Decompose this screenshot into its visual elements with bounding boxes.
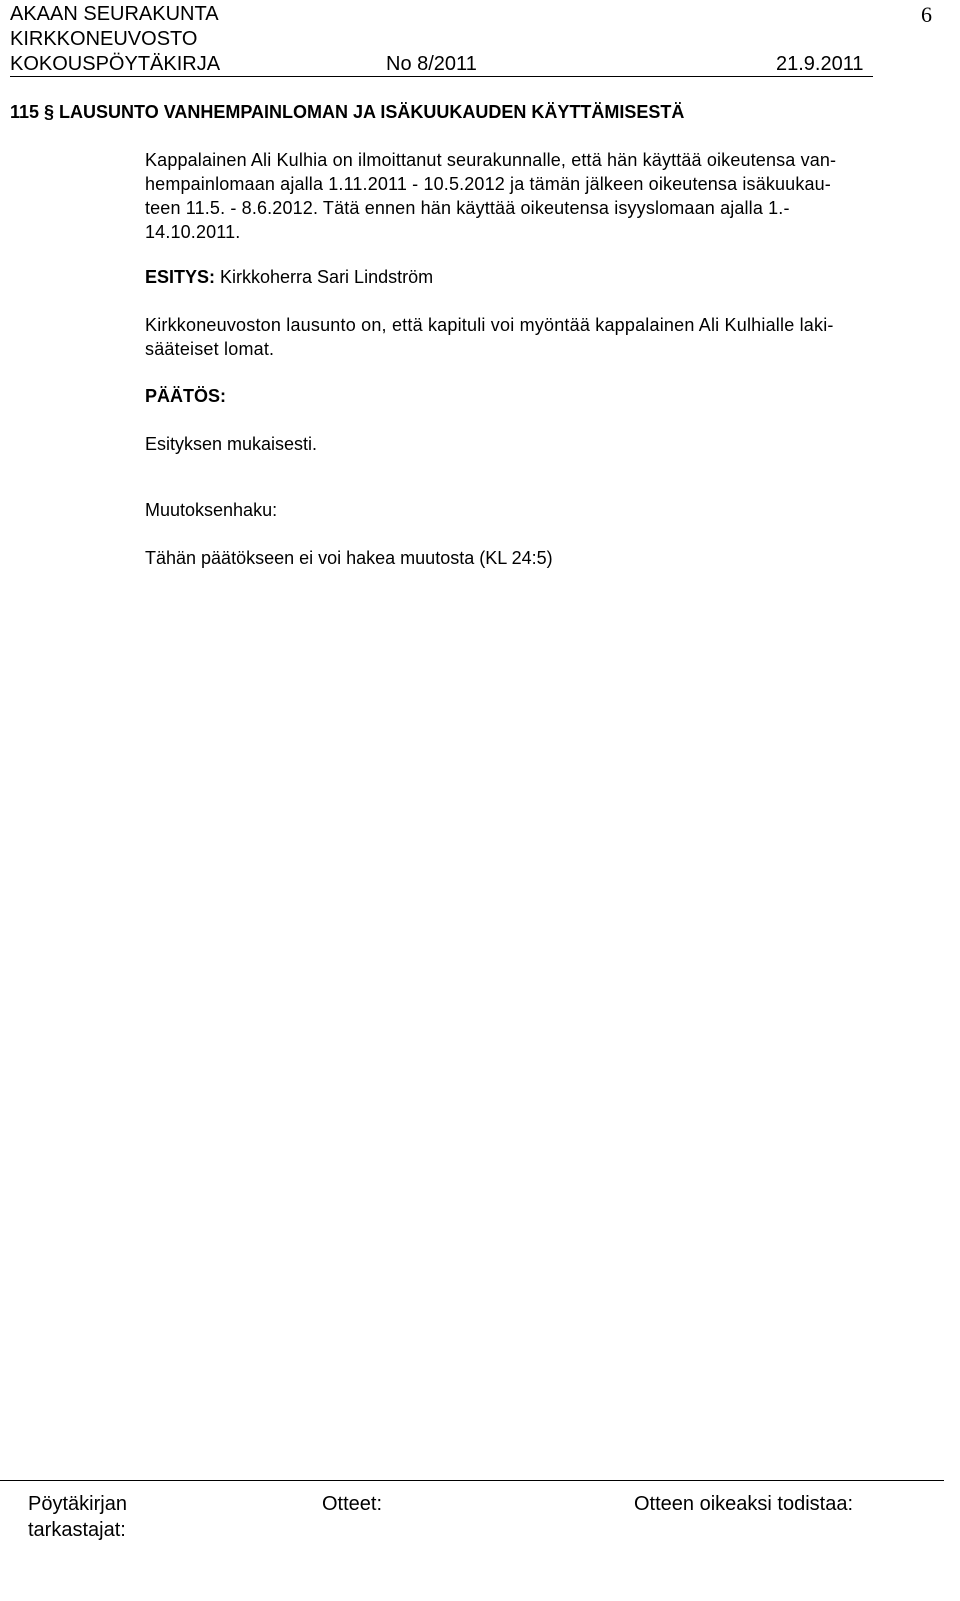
board-name: KIRKKONEUVOSTO bbox=[10, 28, 198, 50]
paragraph-line: hempainlomaan ajalla 1.11.2011 - 10.5.2012 ja tämän jälkeen oikeutensa isäkuukau- bbox=[145, 174, 831, 194]
proposal-presenter: Kirkkoherra Sari Lindström bbox=[215, 267, 434, 287]
footer-extracts: Otteet: bbox=[322, 1493, 383, 1515]
footer-certification: Otteen oikeaksi todistaa: bbox=[634, 1493, 854, 1515]
proposal-label: ESITYS: bbox=[145, 267, 216, 287]
decision-label: PÄÄTÖS: bbox=[145, 386, 226, 406]
document-type: KOKOUSPÖYTÄKIRJA bbox=[10, 53, 221, 75]
document-number: No 8/2011 bbox=[386, 53, 477, 75]
appeal-text: Tähän päätökseen ei voi hakea muutosta (KL 24:5) bbox=[145, 548, 553, 568]
section-title: 115 § LAUSUNTO VANHEMPAINLOMAN JA ISÄKUUKAUDEN KÄYTTÄMISESTÄ bbox=[10, 102, 685, 122]
paragraph-line: Kappalainen Ali Kulhia on ilmoittanut seurakunnalle, että hän käyttää oikeutensa van- bbox=[145, 150, 837, 170]
org-name: AKAAN SEURAKUNTA bbox=[10, 3, 219, 25]
statement-paragraph bbox=[145, 313, 885, 361]
footer-reviewers-line2: tarkastajat: bbox=[28, 1519, 126, 1541]
signature-footer bbox=[0, 1480, 944, 1599]
paragraph-line: 14.10.2011. bbox=[145, 222, 241, 242]
appeal-label: Muutoksenhaku: bbox=[145, 500, 278, 520]
proposal-line bbox=[145, 265, 885, 289]
decision-text: Esityksen mukaisesti. bbox=[145, 434, 318, 454]
footer-reviewers bbox=[28, 1491, 127, 1543]
document-header-row bbox=[10, 52, 873, 77]
paragraph-line: teen 11.5. - 8.6.2012. Tätä ennen hän käyttää oikeutensa isyyslomaan ajalla 1.- bbox=[145, 198, 790, 218]
footer-reviewers-line1: Pöytäkirjan bbox=[28, 1493, 127, 1515]
paragraph-line: Kirkkoneuvoston lausunto on, että kapituli voi myöntää kappalainen Ali Kulhialle laki- bbox=[145, 315, 834, 335]
background-paragraph bbox=[145, 148, 885, 244]
meeting-date: 21.9.2011 bbox=[776, 53, 864, 75]
paragraph-line: sääteiset lomat. bbox=[145, 339, 275, 359]
page-number: 6 bbox=[921, 2, 932, 27]
